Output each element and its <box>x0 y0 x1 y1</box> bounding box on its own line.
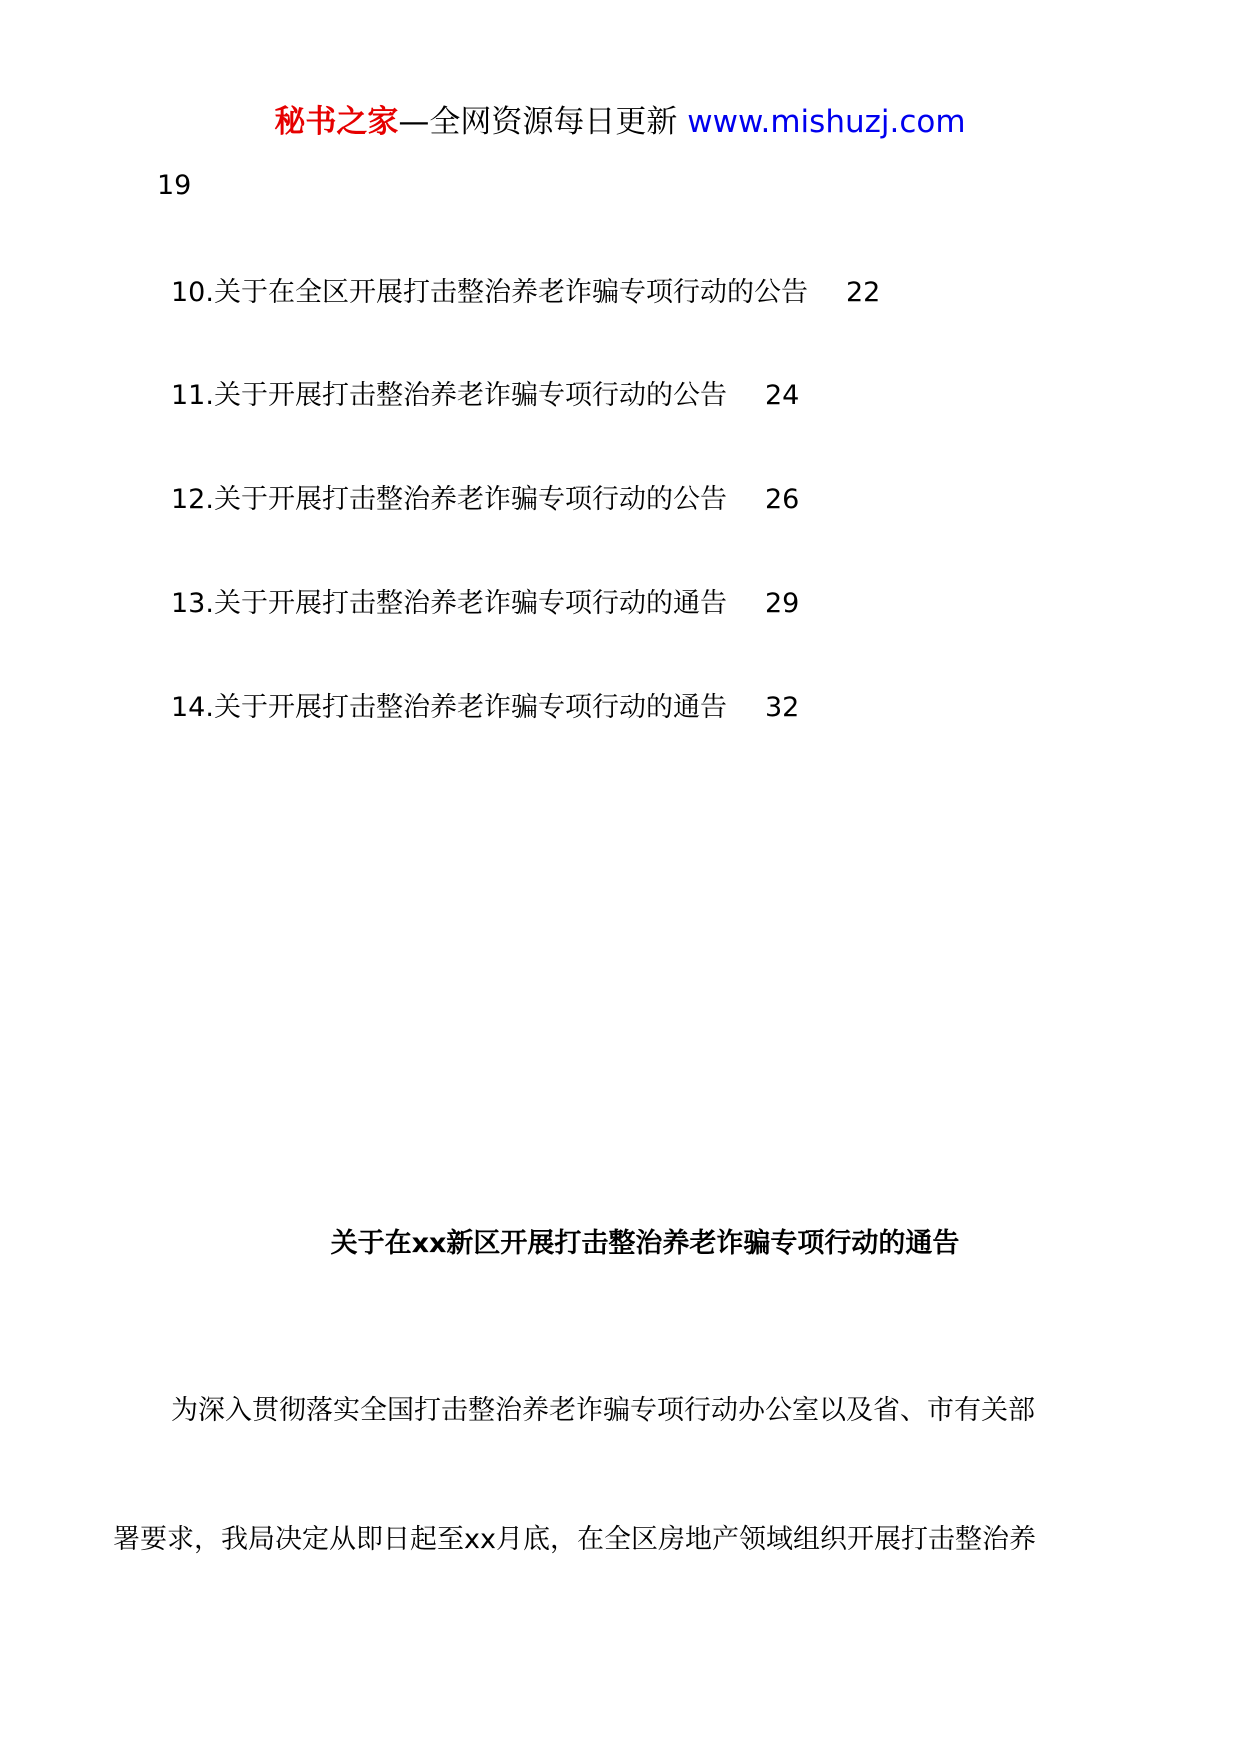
toc-carry-page-number: 19 <box>157 170 192 201</box>
toc-item-page: 32 <box>764 692 800 723</box>
document-title: 关于在xx新区开展打击整治养老诈骗专项行动的通告 <box>330 1228 960 1259</box>
toc-item-title: 12.关于开展打击整治养老诈骗专项行动的公告 <box>171 484 727 515</box>
toc-item-page: 24 <box>764 380 800 411</box>
body-text-line: 为深入贯彻落实全国打击整治养老诈骗专项行动办公室以及省、市有关部 <box>171 1395 1035 1426</box>
page-header <box>0 102 1240 142</box>
site-slogan: —全网资源每日更新 <box>398 104 688 140</box>
site-brand: 秘书之家 <box>274 104 399 140</box>
toc-item-title: 14.关于开展打击整治养老诈骗专项行动的通告 <box>171 692 727 723</box>
toc-item[interactable] <box>171 690 799 726</box>
toc-item[interactable] <box>171 275 880 311</box>
body-text-line: 署要求，我局决定从即日起至xx月底，在全区房地产领域组织开展打击整治养 <box>113 1524 1036 1555</box>
toc-item[interactable] <box>171 378 799 414</box>
toc-item-title: 10.关于在全区开展打击整治养老诈骗专项行动的公告 <box>171 277 808 308</box>
toc-item-title: 13.关于开展打击整治养老诈骗专项行动的通告 <box>171 588 727 619</box>
toc-item-page: 22 <box>845 277 881 308</box>
site-url-link[interactable]: www.mishuzj.com <box>687 104 966 140</box>
toc-item-page: 29 <box>764 588 800 619</box>
toc-item[interactable] <box>171 586 799 622</box>
toc-item-title: 11.关于开展打击整治养老诈骗专项行动的公告 <box>171 380 727 411</box>
toc-item[interactable] <box>171 482 799 518</box>
toc-item-page: 26 <box>764 484 800 515</box>
